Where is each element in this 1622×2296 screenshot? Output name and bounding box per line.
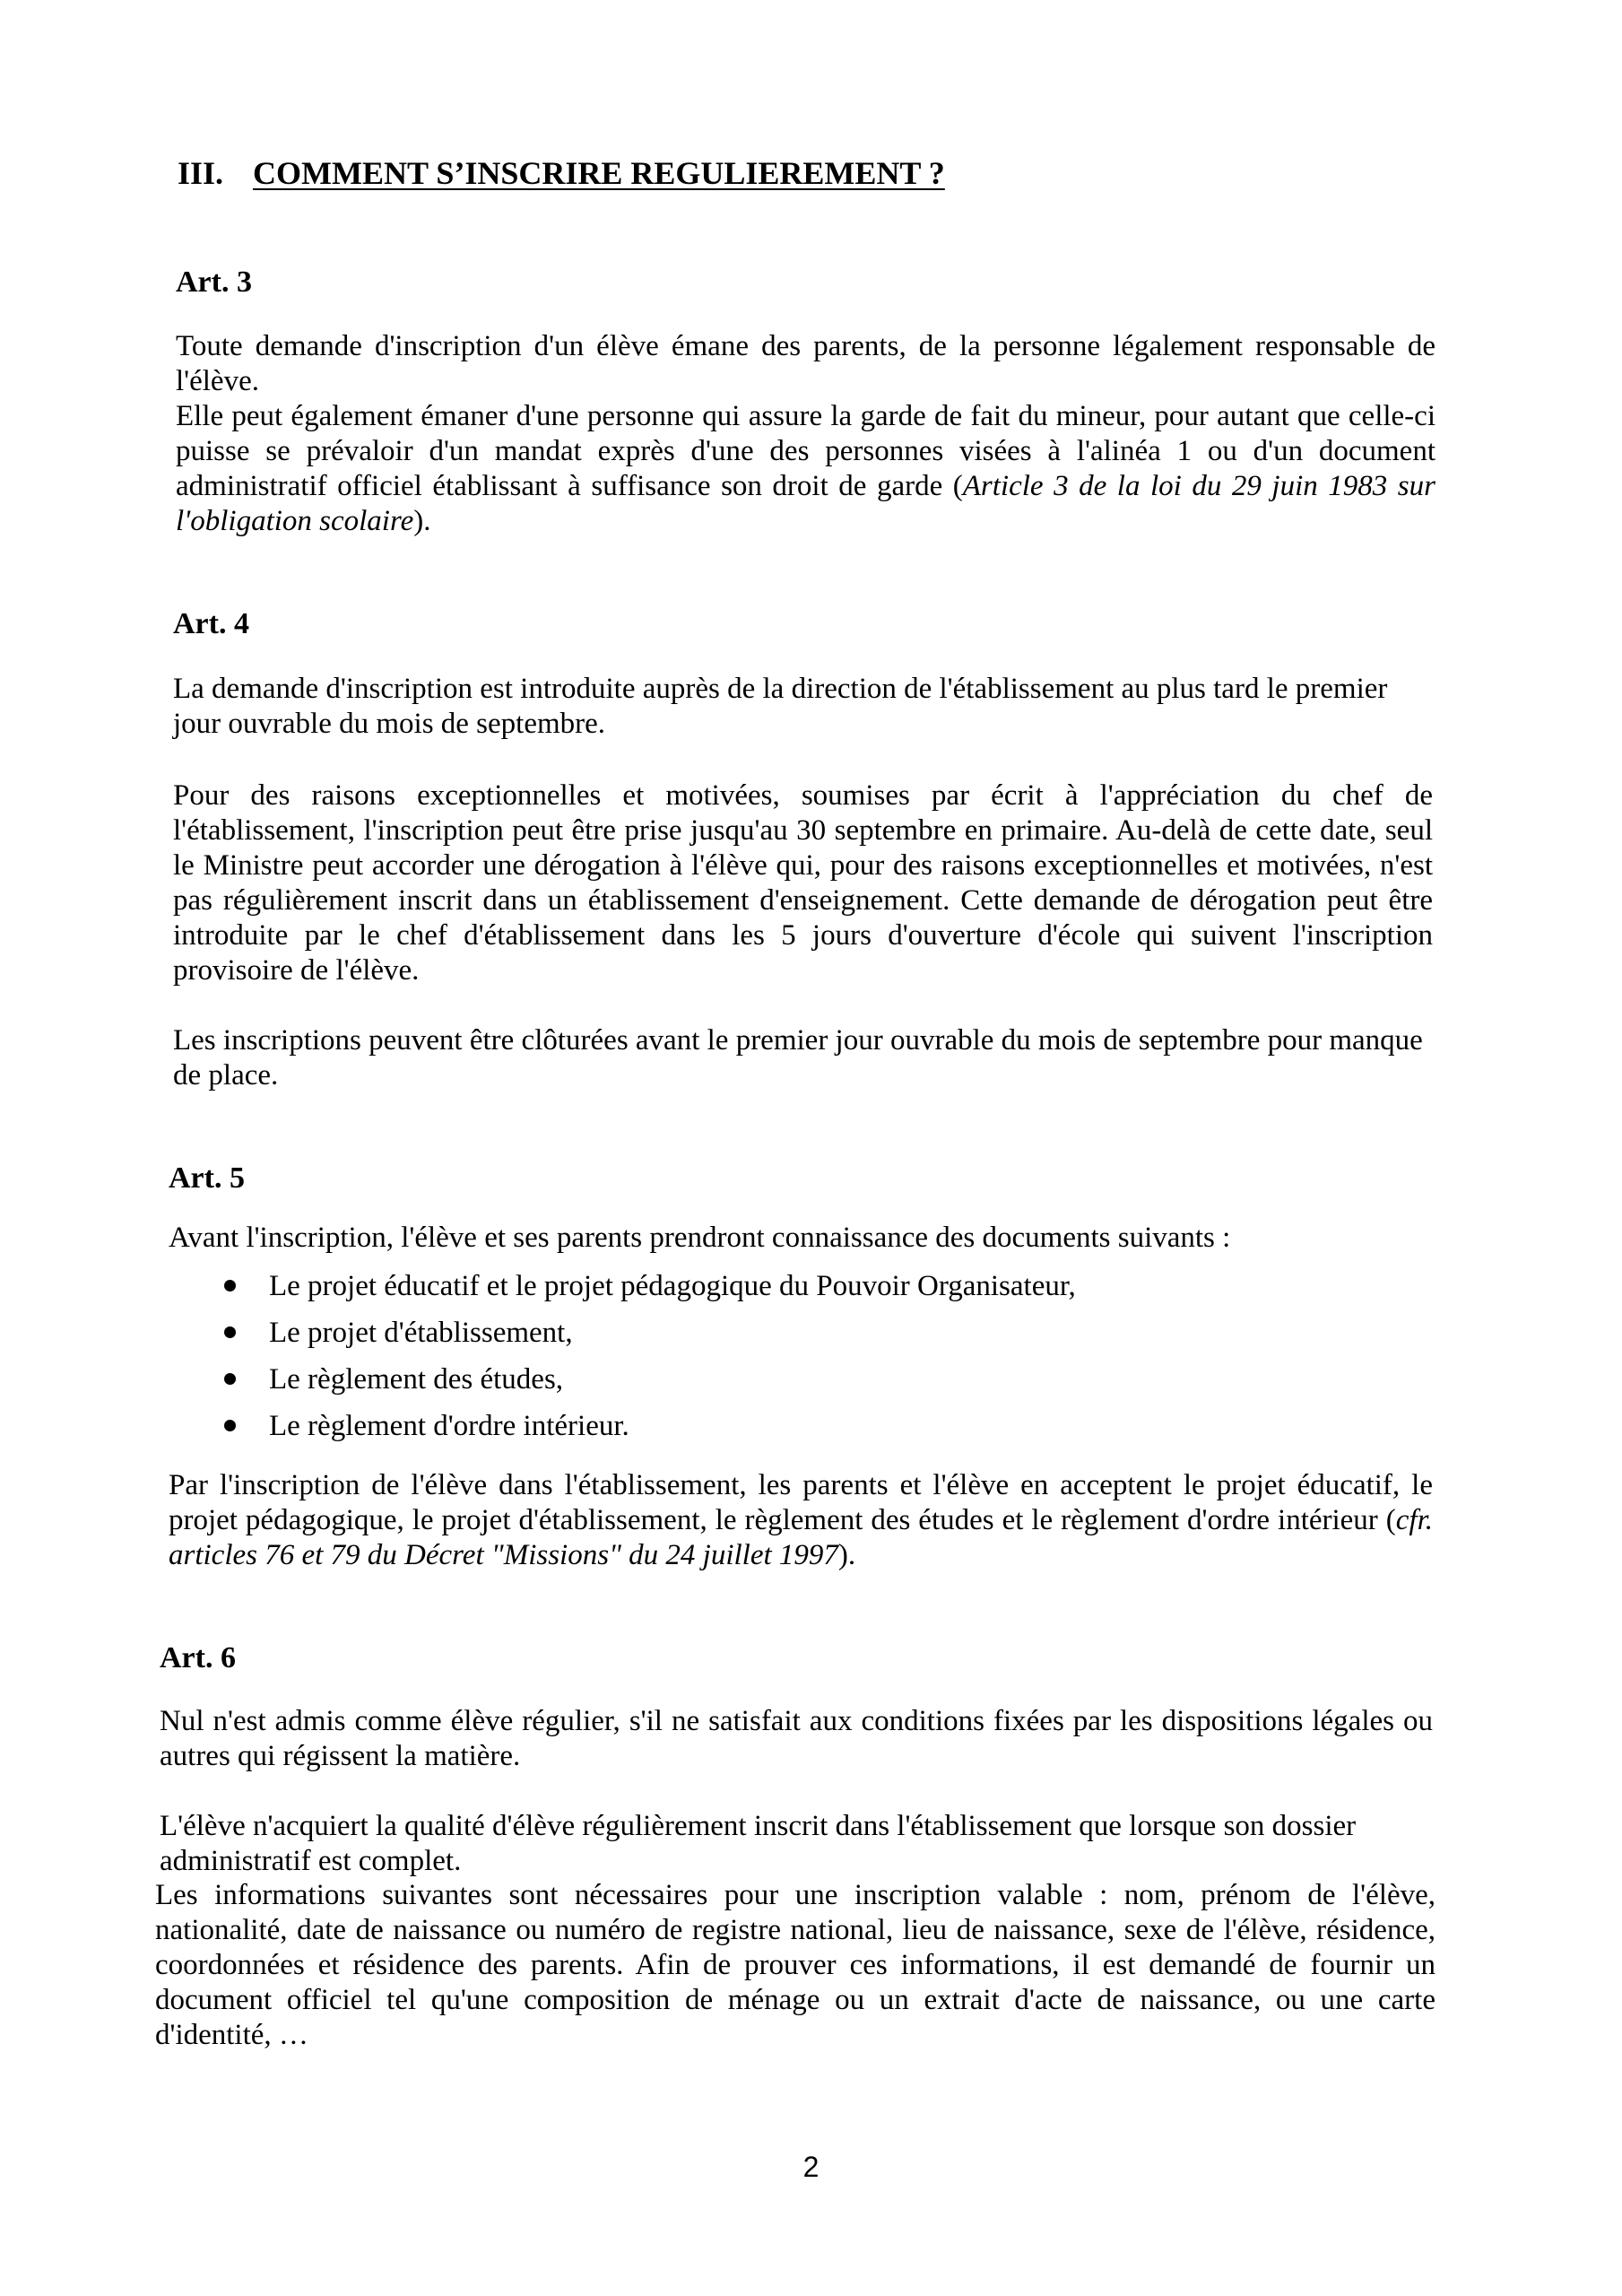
art-3-paragraph-2-text: Elle peut également émaner d'une personne qui assure la garde de fait du mineur, pour autant que celle-ci puisse se prévaloir d'un mandat exprès d'une des personnes visées à l'alinéa 1 ou d'un document administratif officiel établissant à suffisance son droit de garde ( (176, 400, 1436, 502)
art-5-paragraph-2-text: Par l'inscription de l'élève dans l'établissement, les parents et l'élève en acceptent le projet éducatif, le projet pédagogique, le projet d'établissement, le règlement des études et le règlement d'ordre intérieur ( (169, 1469, 1433, 1536)
art-6-paragraph-3: Les informations suivantes sont nécessaires pour une inscription valable : nom, prénom de l'élève, nationalité, date de naissance ou numéro de registre national, lieu de naissance, sexe de l'élève, résidence, coordonnées et résidence des parents. Afin de prouver ces informations, il est demandé de fournir un document officiel tel qu'une composition de ménage ou un extrait d'acte de naissance, ou une carte d'identité, … (155, 1879, 1436, 2051)
section-heading-text: COMMENT S’INSCRIRE REGULIEREMENT ? (253, 155, 945, 191)
list-item-text: Le règlement des études, (269, 1363, 564, 1396)
art-3-legal-reference: Article 3 de la loi du 29 juin 1983 sur l'obligation scolaire (176, 470, 1436, 537)
bullet-icon (224, 1373, 236, 1385)
art-4-paragraph-2: Pour des raisons exceptionnelles et motivées, soumises par écrit à l'appréciation du chef de l'établissement, l'inscription peut être prise jusqu'au 30 septembre en primaire. Au-delà de cette date, seul le Ministre peut accorder une dérogation à l'élève qui, pour des raisons exceptionnelles et motivées, n'est pas régulièrement inscrit dans un établissement d'enseignement. Cette demande de dérogation peut être introduite par le chef d'établissement dans les 5 jours d'ouverture d'école qui suivent l'inscription provisoire de l'élève. (173, 779, 1433, 987)
art-3-paragraph-2 (176, 399, 1436, 539)
art-4-paragraph-3: Les inscriptions peuvent être clôturées avant le premier jour ouvrable du mois de septembre pour manque de place. (173, 1024, 1423, 1091)
section-title (178, 154, 945, 192)
list-item-text: Le projet d'établissement, (269, 1317, 573, 1349)
list-item (224, 1269, 1076, 1316)
art-3-paragraph-1: Toute demande d'inscription d'un élève émane des parents, de la personne légalement responsable de l'élève. (176, 330, 1436, 397)
art-5-legal-reference: cfr. articles 76 et 79 du Décret "Missions" du 24 juillet 1997 (169, 1504, 1433, 1571)
list-item-text: Le projet éducatif et le projet pédagogique du Pouvoir Organisateur, (269, 1270, 1076, 1302)
art-4-heading: Art. 4 (173, 607, 249, 640)
list-item (224, 1362, 1076, 1409)
bullet-icon (224, 1280, 236, 1292)
list-item (224, 1409, 1076, 1456)
art-5-document-list (224, 1269, 1076, 1456)
art-6-heading: Art. 6 (160, 1641, 236, 1674)
art-5-intro: Avant l'inscription, l'élève et ses parents prendront connaissance des documents suivants : (169, 1222, 1231, 1254)
bullet-icon (224, 1326, 236, 1338)
art-5-paragraph-2-end: ). (837, 1539, 856, 1571)
art-4-paragraph-1: La demande d'inscription est introduite auprès de la direction de l'établissement au plus tard le premier jour ouvrable du mois de septembre. (173, 673, 1388, 740)
bullet-icon (224, 1420, 236, 1431)
list-item (224, 1316, 1076, 1362)
art-3-paragraph-2-end: ). (413, 505, 431, 537)
list-item-text: Le règlement d'ordre intérieur. (269, 1410, 629, 1442)
art-5-paragraph-2 (169, 1468, 1433, 1573)
art-6-paragraph-1: Nul n'est admis comme élève régulier, s'il ne satisfait aux conditions fixées par les dispositions légales ou autres qui régissent la matière. (160, 1705, 1433, 1772)
section-number: III. (178, 155, 224, 191)
art-3-heading: Art. 3 (176, 265, 252, 299)
page-number: 2 (802, 2151, 820, 2183)
art-6-paragraph-2: L'élève n'acquiert la qualité d'élève régulièrement inscrit dans l'établissement que lorsque son dossier administratif est complet. (160, 1810, 1357, 1877)
art-5-heading: Art. 5 (169, 1161, 245, 1195)
